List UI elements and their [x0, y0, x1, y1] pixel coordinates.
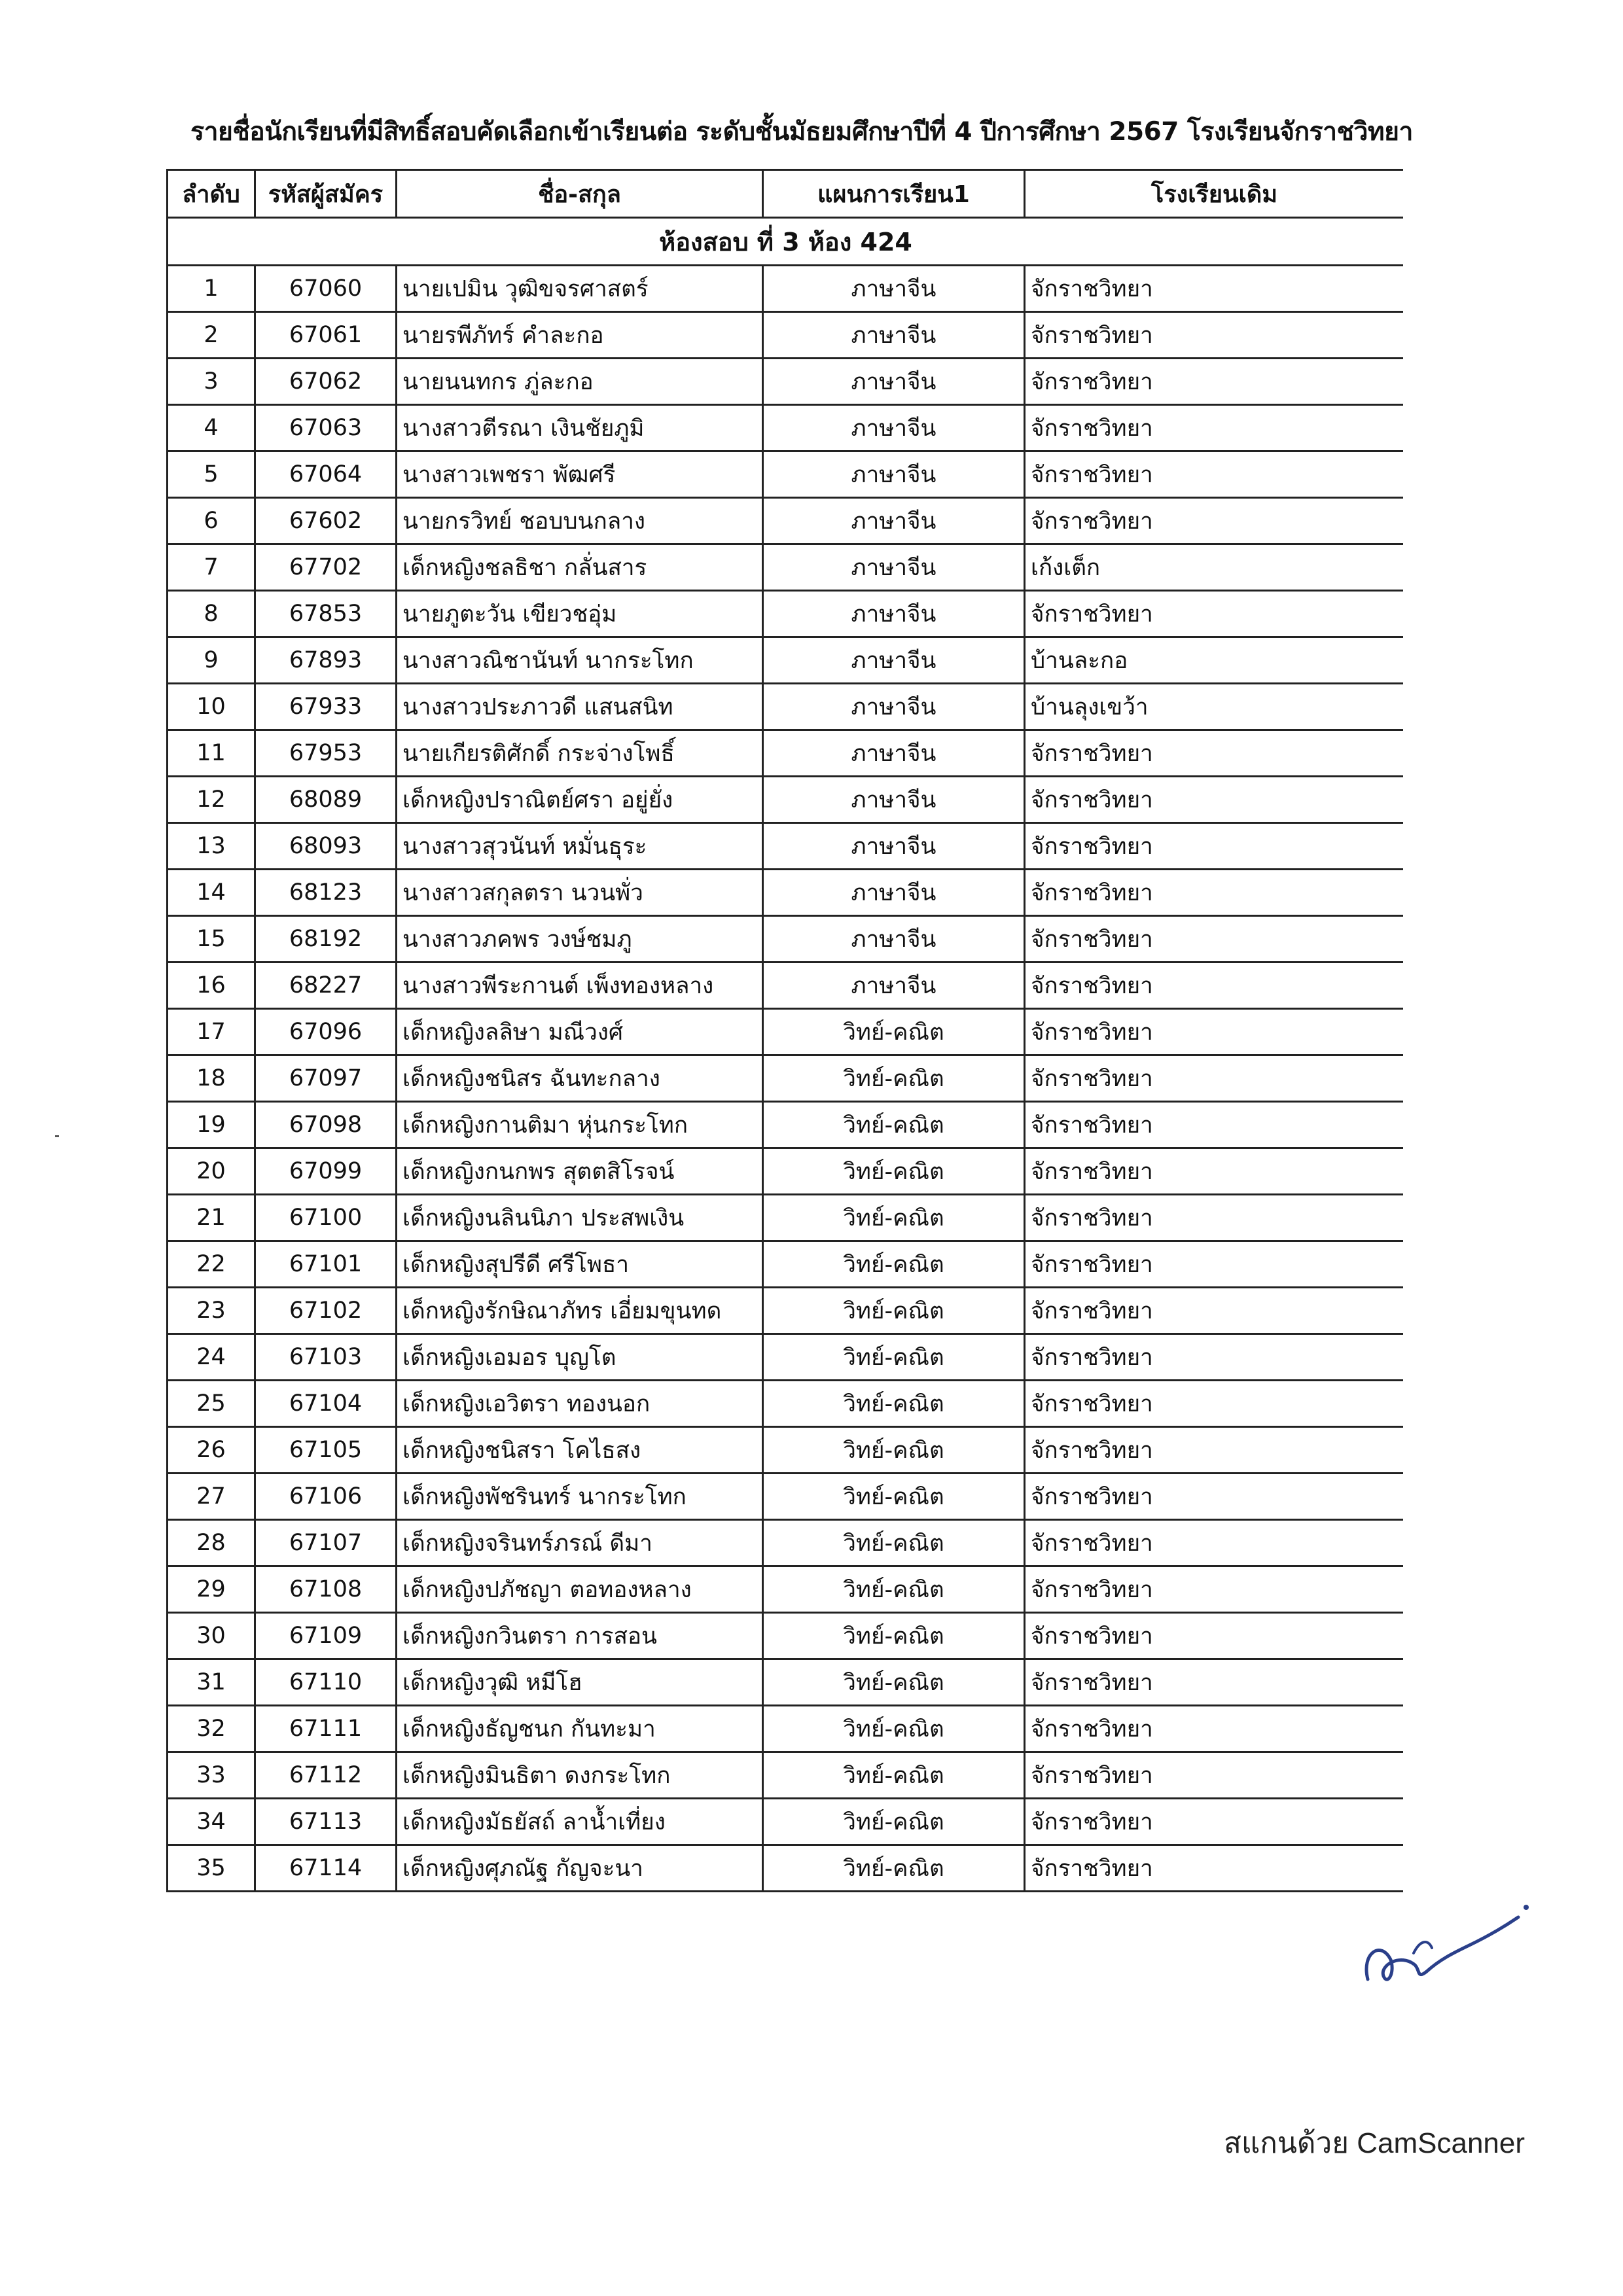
cell-full-name: เด็กหญิงกนกพร สุตตสิโรจน์: [397, 1148, 763, 1195]
cell-study-plan: วิทย์-คณิต: [763, 1799, 1025, 1845]
table-body: [168, 218, 1404, 1892]
cell-full-name: เด็กหญิงชนิสร ฉันทะกลาง: [397, 1055, 763, 1102]
cell-full-name: เด็กหญิงสุปรีดี ศรีโพธา: [397, 1241, 763, 1288]
handwritten-signature: [1355, 1855, 1531, 2005]
cell-full-name: นายนนทกร ภู่ละกอ: [397, 359, 763, 405]
cell-previous-school: จักราชวิทยา: [1025, 1102, 1404, 1148]
cell-order-no: 8: [168, 591, 255, 637]
cell-order-no: 14: [168, 870, 255, 916]
cell-applicant-id: 68089: [255, 777, 397, 823]
table-row: [168, 1520, 1404, 1566]
cell-order-no: 27: [168, 1474, 255, 1520]
cell-previous-school: จักราชวิทยา: [1025, 870, 1404, 916]
table-row: [168, 1613, 1404, 1659]
cell-order-no: 22: [168, 1241, 255, 1288]
table-row: [168, 777, 1404, 823]
cell-applicant-id: 67060: [255, 266, 397, 312]
cell-full-name: นายรพีภัทร์ คำละกอ: [397, 312, 763, 359]
cell-previous-school: จักราชวิทยา: [1025, 730, 1404, 777]
table-row: [168, 916, 1404, 963]
table-row: [168, 1334, 1404, 1381]
cell-applicant-id: 67105: [255, 1427, 397, 1474]
cell-study-plan: วิทย์-คณิต: [763, 1288, 1025, 1334]
cell-order-no: 23: [168, 1288, 255, 1334]
cell-study-plan: วิทย์-คณิต: [763, 1102, 1025, 1148]
cell-previous-school: จักราชวิทยา: [1025, 1845, 1404, 1892]
table-row: [168, 498, 1404, 544]
table-row: [168, 1195, 1404, 1241]
cell-order-no: 18: [168, 1055, 255, 1102]
cell-applicant-id: 67853: [255, 591, 397, 637]
cell-study-plan: ภาษาจีน: [763, 312, 1025, 359]
header-applicant-id: รหัสผู้สมัคร: [255, 170, 397, 218]
cell-full-name: เด็กหญิงวุฒิ หมีโฮ: [397, 1659, 763, 1706]
cell-previous-school: จักราชวิทยา: [1025, 266, 1404, 312]
exam-room-label: ห้องสอบ ที่ 3 ห้อง 424: [168, 218, 1404, 266]
cell-order-no: 2: [168, 312, 255, 359]
document-title: รายชื่อนักเรียนที่มีสิทธิ์สอบคัดเลือกเข้าเรียนต่อ ระดับชั้นมัธยมศึกษาปีที่ 4 ปีการศึกษา 2567 โรงเรียนจักราชวิทยา: [190, 117, 1413, 147]
cell-applicant-id: 67953: [255, 730, 397, 777]
student-roster-table: [166, 169, 1403, 1892]
cell-previous-school: จักราชวิทยา: [1025, 916, 1404, 963]
cell-order-no: 34: [168, 1799, 255, 1845]
cell-full-name: เด็กหญิงธัญชนก กันทะมา: [397, 1706, 763, 1752]
table-row: [168, 684, 1404, 730]
cell-applicant-id: 68093: [255, 823, 397, 870]
cell-study-plan: วิทย์-คณิต: [763, 1427, 1025, 1474]
table-row: [168, 1241, 1404, 1288]
cell-study-plan: วิทย์-คณิต: [763, 1055, 1025, 1102]
cell-order-no: 26: [168, 1427, 255, 1474]
cell-previous-school: จักราชวิทยา: [1025, 1566, 1404, 1613]
cell-full-name: เด็กหญิงศุภณัฐ กัญจะนา: [397, 1845, 763, 1892]
cell-study-plan: วิทย์-คณิต: [763, 1241, 1025, 1288]
cell-full-name: นายเปมิน วุฒิขจรศาสตร์: [397, 266, 763, 312]
cell-study-plan: วิทย์-คณิต: [763, 1613, 1025, 1659]
cell-full-name: เด็กหญิงกานติมา หุ่นกระโทก: [397, 1102, 763, 1148]
header-order-no: ลำดับ: [168, 170, 255, 218]
cell-previous-school: จักราชวิทยา: [1025, 1706, 1404, 1752]
cell-order-no: 17: [168, 1009, 255, 1055]
table-row: [168, 1055, 1404, 1102]
cell-applicant-id: 67101: [255, 1241, 397, 1288]
cell-previous-school: บ้านละกอ: [1025, 637, 1404, 684]
cell-previous-school: จักราชวิทยา: [1025, 1334, 1404, 1381]
cell-order-no: 20: [168, 1148, 255, 1195]
table-row: [168, 405, 1404, 451]
cell-previous-school: จักราชวิทยา: [1025, 359, 1404, 405]
cell-previous-school: จักราชวิทยา: [1025, 1288, 1404, 1334]
table-row: [168, 730, 1404, 777]
cell-applicant-id: 67114: [255, 1845, 397, 1892]
cell-previous-school: เก้งเต็ก: [1025, 544, 1404, 591]
cell-order-no: 30: [168, 1613, 255, 1659]
cell-applicant-id: 67061: [255, 312, 397, 359]
cell-previous-school: จักราชวิทยา: [1025, 1148, 1404, 1195]
cell-study-plan: ภาษาจีน: [763, 637, 1025, 684]
cell-full-name: นายเกียรติศักดิ์ กระจ่างโพธิ์: [397, 730, 763, 777]
cell-full-name: นางสาวประภาวดี แสนสนิท: [397, 684, 763, 730]
cell-order-no: 33: [168, 1752, 255, 1799]
table-row: [168, 1659, 1404, 1706]
cell-study-plan: วิทย์-คณิต: [763, 1706, 1025, 1752]
header-study-plan: แผนการเรียน1: [763, 170, 1025, 218]
table-row: [168, 1148, 1404, 1195]
student-roster-table-container: [166, 169, 1403, 1962]
table-row: [168, 312, 1404, 359]
cell-study-plan: ภาษาจีน: [763, 266, 1025, 312]
cell-applicant-id: 67110: [255, 1659, 397, 1706]
cell-order-no: 11: [168, 730, 255, 777]
cell-full-name: เด็กหญิงชนิสรา โคไธสง: [397, 1427, 763, 1474]
cell-full-name: นางสาวเพชรา พัฒศรี: [397, 451, 763, 498]
cell-study-plan: วิทย์-คณิต: [763, 1845, 1025, 1892]
cell-study-plan: วิทย์-คณิต: [763, 1009, 1025, 1055]
cell-order-no: 6: [168, 498, 255, 544]
cell-full-name: นางสาวตีรณา เงินชัยภูมิ: [397, 405, 763, 451]
cell-full-name: เด็กหญิงมัธยัสถ์ ลาน้ำเที่ยง: [397, 1799, 763, 1845]
cell-full-name: เด็กหญิงปภัชญา ตอทองหลาง: [397, 1566, 763, 1613]
cell-applicant-id: 67106: [255, 1474, 397, 1520]
cell-applicant-id: 67602: [255, 498, 397, 544]
cell-full-name: เด็กหญิงรักษิณาภัทร เอี่ยมขุนทด: [397, 1288, 763, 1334]
cell-previous-school: บ้านลุงเขว้า: [1025, 684, 1404, 730]
cell-previous-school: จักราชวิทยา: [1025, 1241, 1404, 1288]
table-row: [168, 544, 1404, 591]
cell-order-no: 21: [168, 1195, 255, 1241]
table-row: [168, 451, 1404, 498]
table-row: [168, 1752, 1404, 1799]
cell-full-name: นางสาวสกุลตรา นวนพั่ว: [397, 870, 763, 916]
cell-applicant-id: 67933: [255, 684, 397, 730]
cell-previous-school: จักราชวิทยา: [1025, 405, 1404, 451]
cell-study-plan: วิทย์-คณิต: [763, 1334, 1025, 1381]
cell-applicant-id: 67104: [255, 1381, 397, 1427]
cell-applicant-id: 67112: [255, 1752, 397, 1799]
cell-previous-school: จักราชวิทยา: [1025, 498, 1404, 544]
cell-full-name: นางสาวสุวนันท์ หมั่นธุระ: [397, 823, 763, 870]
table-row: [168, 1102, 1404, 1148]
cell-applicant-id: 67702: [255, 544, 397, 591]
cell-order-no: 35: [168, 1845, 255, 1892]
cell-order-no: 16: [168, 963, 255, 1009]
cell-study-plan: ภาษาจีน: [763, 544, 1025, 591]
cell-full-name: เด็กหญิงจรินทร์ภรณ์ ดีมา: [397, 1520, 763, 1566]
cell-study-plan: วิทย์-คณิต: [763, 1381, 1025, 1427]
cell-study-plan: ภาษาจีน: [763, 823, 1025, 870]
cell-previous-school: จักราชวิทยา: [1025, 451, 1404, 498]
cell-previous-school: จักราชวิทยา: [1025, 1659, 1404, 1706]
cell-full-name: นางสาวพีระกานต์ เพ็งทองหลาง: [397, 963, 763, 1009]
cell-study-plan: วิทย์-คณิต: [763, 1195, 1025, 1241]
table-row: [168, 823, 1404, 870]
table-row: [168, 591, 1404, 637]
table-row: [168, 870, 1404, 916]
cell-order-no: 9: [168, 637, 255, 684]
cell-order-no: 32: [168, 1706, 255, 1752]
table-row: [168, 1288, 1404, 1334]
table-row: [168, 1706, 1404, 1752]
cell-applicant-id: 67099: [255, 1148, 397, 1195]
cell-order-no: 19: [168, 1102, 255, 1148]
table-row: [168, 1427, 1404, 1474]
cell-previous-school: จักราชวิทยา: [1025, 1009, 1404, 1055]
cell-study-plan: วิทย์-คณิต: [763, 1659, 1025, 1706]
cell-study-plan: ภาษาจีน: [763, 498, 1025, 544]
cell-study-plan: วิทย์-คณิต: [763, 1520, 1025, 1566]
cell-study-plan: วิทย์-คณิต: [763, 1148, 1025, 1195]
cell-applicant-id: 68192: [255, 916, 397, 963]
cell-full-name: นายกรวิทย์ ชอบบนกลาง: [397, 498, 763, 544]
cell-previous-school: จักราชวิทยา: [1025, 823, 1404, 870]
cell-full-name: เด็กหญิงปราณิตย์ศรา อยู่ยั่ง: [397, 777, 763, 823]
cell-study-plan: ภาษาจีน: [763, 916, 1025, 963]
cell-order-no: 12: [168, 777, 255, 823]
cell-full-name: เด็กหญิงมินธิตา ดงกระโทก: [397, 1752, 763, 1799]
cell-order-no: 5: [168, 451, 255, 498]
table-row: [168, 637, 1404, 684]
cell-full-name: เด็กหญิงเอมอร บุญโต: [397, 1334, 763, 1381]
cell-order-no: 3: [168, 359, 255, 405]
cell-applicant-id: 67102: [255, 1288, 397, 1334]
table-row: [168, 1381, 1404, 1427]
exam-room-row: [168, 218, 1404, 266]
cell-order-no: 13: [168, 823, 255, 870]
cell-study-plan: ภาษาจีน: [763, 730, 1025, 777]
cell-previous-school: จักราชวิทยา: [1025, 1752, 1404, 1799]
cell-order-no: 4: [168, 405, 255, 451]
table-row: [168, 1566, 1404, 1613]
table-header-row: [168, 170, 1404, 218]
cell-full-name: เด็กหญิงเอวิตรา ทองนอก: [397, 1381, 763, 1427]
cell-applicant-id: 67107: [255, 1520, 397, 1566]
table-row: [168, 1845, 1404, 1892]
cell-full-name: เด็กหญิงลลิษา มณีวงศ์: [397, 1009, 763, 1055]
cell-order-no: 25: [168, 1381, 255, 1427]
table-row: [168, 359, 1404, 405]
cell-study-plan: ภาษาจีน: [763, 963, 1025, 1009]
cell-study-plan: ภาษาจีน: [763, 870, 1025, 916]
cell-full-name: เด็กหญิงนลินนิภา ประสพเงิน: [397, 1195, 763, 1241]
cell-previous-school: จักราชวิทยา: [1025, 1055, 1404, 1102]
cell-order-no: 10: [168, 684, 255, 730]
cell-full-name: เด็กหญิงกวินตรา การสอน: [397, 1613, 763, 1659]
cell-applicant-id: 67098: [255, 1102, 397, 1148]
cell-applicant-id: 67062: [255, 359, 397, 405]
cell-applicant-id: 67100: [255, 1195, 397, 1241]
header-full-name: ชื่อ-สกุล: [397, 170, 763, 218]
cell-full-name: เด็กหญิงพัชรินทร์ นากระโทก: [397, 1474, 763, 1520]
cell-applicant-id: 67893: [255, 637, 397, 684]
cell-applicant-id: 67064: [255, 451, 397, 498]
scanner-credit: สแกนด้วย CamScanner: [1224, 2127, 1525, 2159]
cell-study-plan: ภาษาจีน: [763, 359, 1025, 405]
cell-previous-school: จักราชวิทยา: [1025, 1613, 1404, 1659]
cell-applicant-id: 67111: [255, 1706, 397, 1752]
cell-full-name: นางสาวณิชานันท์ นากระโทก: [397, 637, 763, 684]
cell-applicant-id: 67096: [255, 1009, 397, 1055]
cell-order-no: 24: [168, 1334, 255, 1381]
cell-applicant-id: 67097: [255, 1055, 397, 1102]
cell-previous-school: จักราชวิทยา: [1025, 591, 1404, 637]
cell-previous-school: จักราชวิทยา: [1025, 1427, 1404, 1474]
table-row: [168, 1474, 1404, 1520]
cell-applicant-id: 68227: [255, 963, 397, 1009]
cell-previous-school: จักราชวิทยา: [1025, 777, 1404, 823]
cell-study-plan: ภาษาจีน: [763, 405, 1025, 451]
table-row: [168, 1009, 1404, 1055]
scan-speck: [55, 1135, 59, 1137]
cell-study-plan: ภาษาจีน: [763, 591, 1025, 637]
cell-study-plan: วิทย์-คณิต: [763, 1566, 1025, 1613]
cell-previous-school: จักราชวิทยา: [1025, 963, 1404, 1009]
cell-previous-school: จักราชวิทยา: [1025, 1195, 1404, 1241]
cell-previous-school: จักราชวิทยา: [1025, 1474, 1404, 1520]
cell-applicant-id: 68123: [255, 870, 397, 916]
cell-study-plan: ภาษาจีน: [763, 684, 1025, 730]
table-row: [168, 963, 1404, 1009]
cell-order-no: 29: [168, 1566, 255, 1613]
table-row: [168, 1799, 1404, 1845]
cell-applicant-id: 67103: [255, 1334, 397, 1381]
cell-full-name: นายภูตะวัน เขียวชอุ่ม: [397, 591, 763, 637]
cell-order-no: 28: [168, 1520, 255, 1566]
cell-previous-school: จักราชวิทยา: [1025, 312, 1404, 359]
cell-previous-school: จักราชวิทยา: [1025, 1520, 1404, 1566]
cell-full-name: นางสาวภคพร วงษ์ชมภู: [397, 916, 763, 963]
cell-order-no: 15: [168, 916, 255, 963]
cell-applicant-id: 67063: [255, 405, 397, 451]
cell-applicant-id: 67108: [255, 1566, 397, 1613]
cell-full-name: เด็กหญิงชลธิชา กลั่นสาร: [397, 544, 763, 591]
table-row: [168, 266, 1404, 312]
cell-study-plan: ภาษาจีน: [763, 777, 1025, 823]
cell-study-plan: วิทย์-คณิต: [763, 1474, 1025, 1520]
cell-study-plan: ภาษาจีน: [763, 451, 1025, 498]
cell-order-no: 1: [168, 266, 255, 312]
cell-previous-school: จักราชวิทยา: [1025, 1381, 1404, 1427]
cell-order-no: 31: [168, 1659, 255, 1706]
cell-previous-school: จักราชวิทยา: [1025, 1799, 1404, 1845]
cell-study-plan: วิทย์-คณิต: [763, 1752, 1025, 1799]
cell-order-no: 7: [168, 544, 255, 591]
cell-applicant-id: 67109: [255, 1613, 397, 1659]
header-previous-school: โรงเรียนเดิม: [1025, 170, 1404, 218]
cell-applicant-id: 67113: [255, 1799, 397, 1845]
